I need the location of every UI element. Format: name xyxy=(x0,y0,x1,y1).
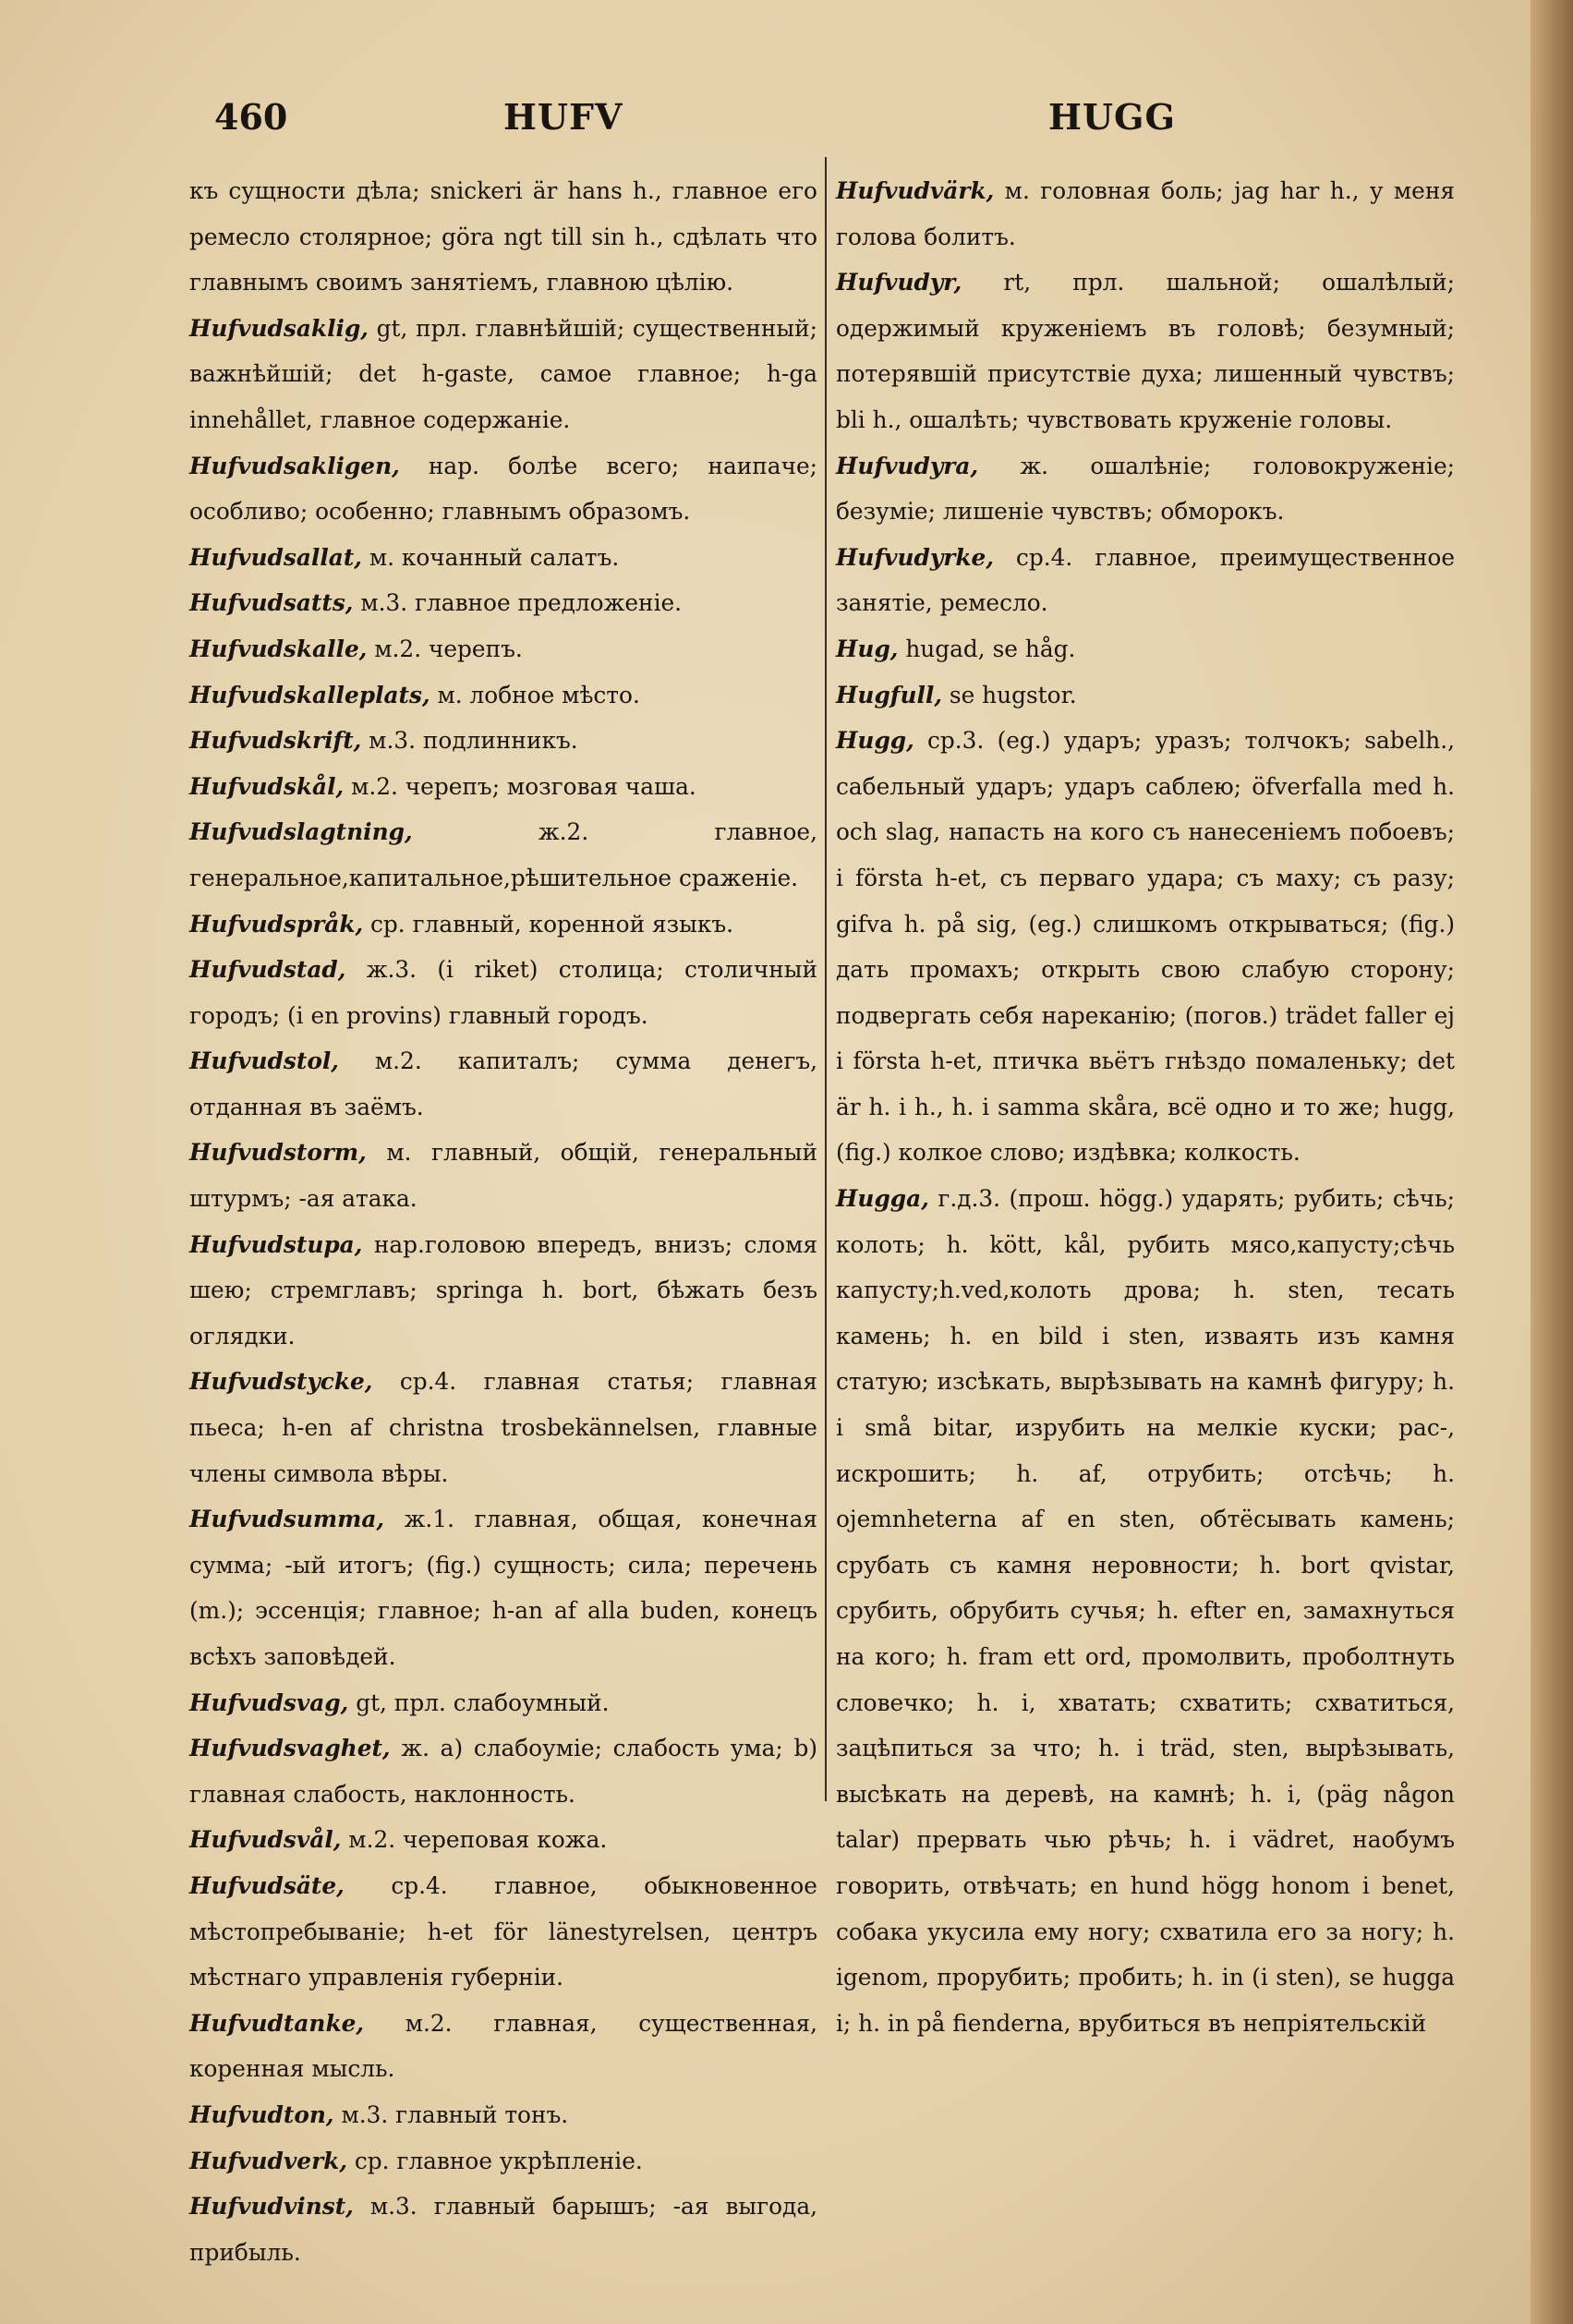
right-column xyxy=(836,168,1455,2046)
dictionary-entry xyxy=(189,672,817,719)
headword: Hufvudslagtning, xyxy=(189,818,413,846)
headword: Hufvudsatts, xyxy=(189,589,354,617)
definition-text: м.2. черепъ; мозговая чаша. xyxy=(351,772,696,800)
definition-text: gt, прл. слабоумный. xyxy=(356,1689,610,1716)
dictionary-entry xyxy=(836,260,1455,442)
dictionary-entry xyxy=(836,443,1455,535)
headword: Hufvudsvag, xyxy=(189,1689,349,1716)
headword: Hufvudstycke, xyxy=(189,1368,373,1396)
dictionary-entry xyxy=(189,1038,817,1130)
dictionary-entry xyxy=(189,809,817,901)
dictionary-entry xyxy=(189,947,817,1038)
definition-text: м. кочанный салатъ. xyxy=(369,543,620,571)
dictionary-entry xyxy=(189,1496,817,1679)
headword: Hufvudyra, xyxy=(836,452,979,479)
headword: Hufvudvärk, xyxy=(836,177,995,204)
headword: Hufvudverk, xyxy=(189,2147,347,2174)
definition-text: ж.3. (i riket) столица; столичный городъ; (i en provins) главный городъ. xyxy=(189,956,817,1029)
definition-text: ср.4. главное, преимущественное занятіе, ремесло. xyxy=(836,543,1455,617)
definition-text: ж. a) слабоуміе; слабость ума; b) главная слабость, наклонность. xyxy=(189,1735,817,1808)
definition-text: gt, прл. главнѣйшій; существенный; важнѣйшій; det h-gaste, самое главное; h-ga innehållet, главное содержаніе. xyxy=(189,314,817,433)
page-header xyxy=(0,96,1573,151)
dictionary-entry xyxy=(189,306,817,443)
dictionary-entry xyxy=(836,168,1455,260)
headword: Hugg, xyxy=(836,727,914,755)
headword: Hufvudstad, xyxy=(189,956,346,984)
dictionary-entry xyxy=(189,764,817,810)
headword: Hufvudspråk, xyxy=(189,910,364,938)
dictionary-entry xyxy=(189,1130,817,1221)
definition-text: м.3. главное предложеніе. xyxy=(360,589,683,617)
headword: Hugga, xyxy=(836,1185,929,1213)
headword: Hufvudstupa, xyxy=(189,1230,363,1258)
headword: Hufvudvinst, xyxy=(189,2193,354,2221)
definition-text: м. главный, общій, генеральный штурмъ; -ая атака. xyxy=(189,1139,817,1213)
dictionary-entry xyxy=(189,626,817,672)
dictionary-entry xyxy=(189,1863,817,2001)
headword: Hufvudskalleplats, xyxy=(189,681,430,708)
definition-text: ср.4. главная статья; главная пьеса; h-en af christna trosbekännelsen, главные члены символа вѣры. xyxy=(189,1368,817,1487)
definition-text: нар. болѣе всего; наипаче; особливо; особенно; главнымъ образомъ. xyxy=(189,452,817,526)
headword: Hufvudstorm, xyxy=(189,1139,367,1167)
dictionary-entry xyxy=(189,1817,817,1863)
definition-text: ср. главное укрѣпленіе. xyxy=(354,2147,643,2174)
dictionary-entry xyxy=(836,718,1455,1176)
definition-text: м.2. главная, существенная, коренная мысль. xyxy=(189,2009,817,2083)
dictionary-entry xyxy=(189,1680,817,1726)
dictionary-entry xyxy=(836,626,1455,672)
page-edge xyxy=(1531,0,1573,2324)
dictionary-entry xyxy=(189,1725,817,1817)
headword: Hufvudskål, xyxy=(189,772,345,800)
headword: Hufvudyrke, xyxy=(836,543,994,571)
definition-text: rt, прл. шальной; ошалѣлый; одержимый круженіемъ въ головѣ; безумный; потерявшій присутствіе духа; лишенный чувствъ; bli h., ошалѣть; чувствовать круженіе головы. xyxy=(836,269,1455,433)
headword: Hufvudsaklig, xyxy=(189,314,369,342)
page-number: 460 xyxy=(214,96,288,138)
definition-text: нар.головою впередъ, внизъ; сломя шею; стремглавъ; springa h. bort, бѣжать безъ оглядки. xyxy=(189,1230,817,1350)
headword: Hufvudsvaghet, xyxy=(189,1735,391,1762)
dictionary-entry xyxy=(189,535,817,581)
dictionary-entry xyxy=(189,2184,817,2275)
headword: Hufvudskrift, xyxy=(189,727,362,755)
definition-text: ж. ошалѣніе; головокруженіе; безуміе; лишеніе чувствъ; обморокъ. xyxy=(836,452,1455,526)
definition-text: ср. главный, коренной языкъ. xyxy=(370,910,734,938)
dictionary-entry xyxy=(189,443,817,535)
definition-text: se hugstor. xyxy=(949,681,1077,708)
headword: Hufvudsumma, xyxy=(189,1506,385,1533)
dictionary-entry xyxy=(189,2092,817,2138)
definition-text: ср.4. главное, обыкновенное мѣстопребываніе; h-et för länestyrelsen, центръ мѣстнаго управленія губерніи. xyxy=(189,1871,817,1991)
definition-text: м.2. черепъ. xyxy=(374,635,523,662)
definition-text: м.3. главный тонъ. xyxy=(341,2100,569,2128)
definition-text: hugad, se håg. xyxy=(905,635,1076,662)
definition-text: м.3. главный барышъ; -ая выгода, прибыль. xyxy=(189,2193,817,2266)
dictionary-entry xyxy=(189,2001,817,2092)
dictionary-entry xyxy=(836,1176,1455,2046)
definition-text: къ сущности дѣла; snickeri är hans h., главное его ремесло столярное; göra ngt till sin h., сдѣлать что главнымъ своимъ занятіемъ, главною цѣлію. xyxy=(189,177,817,297)
dictionary-entry xyxy=(189,718,817,764)
headword: Hufvudyr, xyxy=(836,269,962,297)
definition-text: м.3. подлинникъ. xyxy=(369,727,578,755)
headword: Hufvudstol, xyxy=(189,1047,339,1075)
headword: Hufvudsakligen, xyxy=(189,452,400,479)
left-guide-word: HUFV xyxy=(503,96,623,138)
definition-text: м.2. череповая кожа. xyxy=(348,1826,608,1854)
dictionary-entry xyxy=(189,1359,817,1496)
definition-text: ср.3. (eg.) ударъ; уразъ; толчокъ; sabelh., сабельный ударъ; ударъ саблею; öfverfalla med h. och slag, напасть на кого съ нанесеніемъ побоевъ; i första h-et, съ перваго удара; съ маху; съ разу; gifva h. på sig, (eg.) слишкомъ открываться; (fig.) дать промахъ; открыть свою слабую сторону; подвергать себя нареканію; (погов.) trädet faller ej i första h-et, птичка вьётъ гнѣздо помаленьку; det är h. i h., h. i samma skåra, всё одно и то же; hugg, (fig.) колкое слово; издѣвка; колкость. xyxy=(836,727,1455,1167)
column-divider xyxy=(825,157,827,1801)
headword: Hufvudsäte, xyxy=(189,1871,345,1899)
headword: Hufvudskalle, xyxy=(189,635,368,662)
definition-text: м. лобное мѣсто. xyxy=(437,681,640,708)
dictionary-entry xyxy=(836,535,1455,626)
headword: Hugfull, xyxy=(836,681,942,708)
dictionary-entry xyxy=(189,902,817,948)
headword: Hug, xyxy=(836,635,899,662)
definition-text: м. головная боль; jag har h., у меня голова болитъ. xyxy=(836,177,1455,250)
headword: Hufvudsvål, xyxy=(189,1826,342,1854)
headword: Hufvudton, xyxy=(189,2100,334,2128)
definition-text: ж.2. главное, генеральное,капитальное,рѣшительное сраженіе. xyxy=(189,818,817,891)
left-column xyxy=(189,168,817,2275)
dictionary-entry xyxy=(189,2138,817,2185)
headword: Hufvudtanke, xyxy=(189,2009,365,2037)
dictionary-entry xyxy=(189,580,817,626)
definition-text: ж.1. главная, общая, конечная сумма; -ый итогъ; (fig.) сущность; сила; перечень (m.); эссенція; главное; h-an af alla buden, конецъ всѣхъ заповѣдей. xyxy=(189,1506,817,1670)
right-guide-word: HUGG xyxy=(1048,96,1176,138)
definition-text: м.2. капиталъ; сумма денегъ, отданная въ заёмъ. xyxy=(189,1047,817,1120)
dictionary-entry xyxy=(836,672,1455,719)
headword: Hufvudsallat, xyxy=(189,543,362,571)
definition-text: г.д.3. (прош. högg.) ударять; рубить; сѣчь; колоть; h. kött, kål, рубить мясо,капусту;сѣчь капусту;h.ved,колоть дрова; h. sten, тесать камень; h. en bild i sten, изваять изъ камня статую; изсѣкать, вырѣзывать на камнѣ фигуру; h. i små bitar, изрубить на мелкіе куски; рас-, искрошить; h. af, отрубить; отсѣчь; h. ojemnheterna af en sten, обтёсывать камень; срубать съ камня неровности; h. bort qvistar, срубить, обрубить сучья; h. efter en, замахнуться на кого; h. fram ett ord, промолвить, проболтнуть словечко; h. i, хватать; схватить; схватиться, зацѣпиться за что; h. i träd, sten, вырѣзывать, высѣкать на деревѣ, на камнѣ; h. i, (päg någon talar) прервать чью рѣчь; h. i vädret, наобумъ говорить, отвѣчать; en hund högg honom i benet, собака укусила ему ногу; схватила его за ногу; h. igenom, прорубить; пробить; h. in (i sten), se hugga i; h. in på fienderna, врубиться въ непріятельскій xyxy=(836,1185,1455,2037)
dictionary-entry xyxy=(189,1222,817,1360)
dictionary-entry xyxy=(189,168,817,306)
